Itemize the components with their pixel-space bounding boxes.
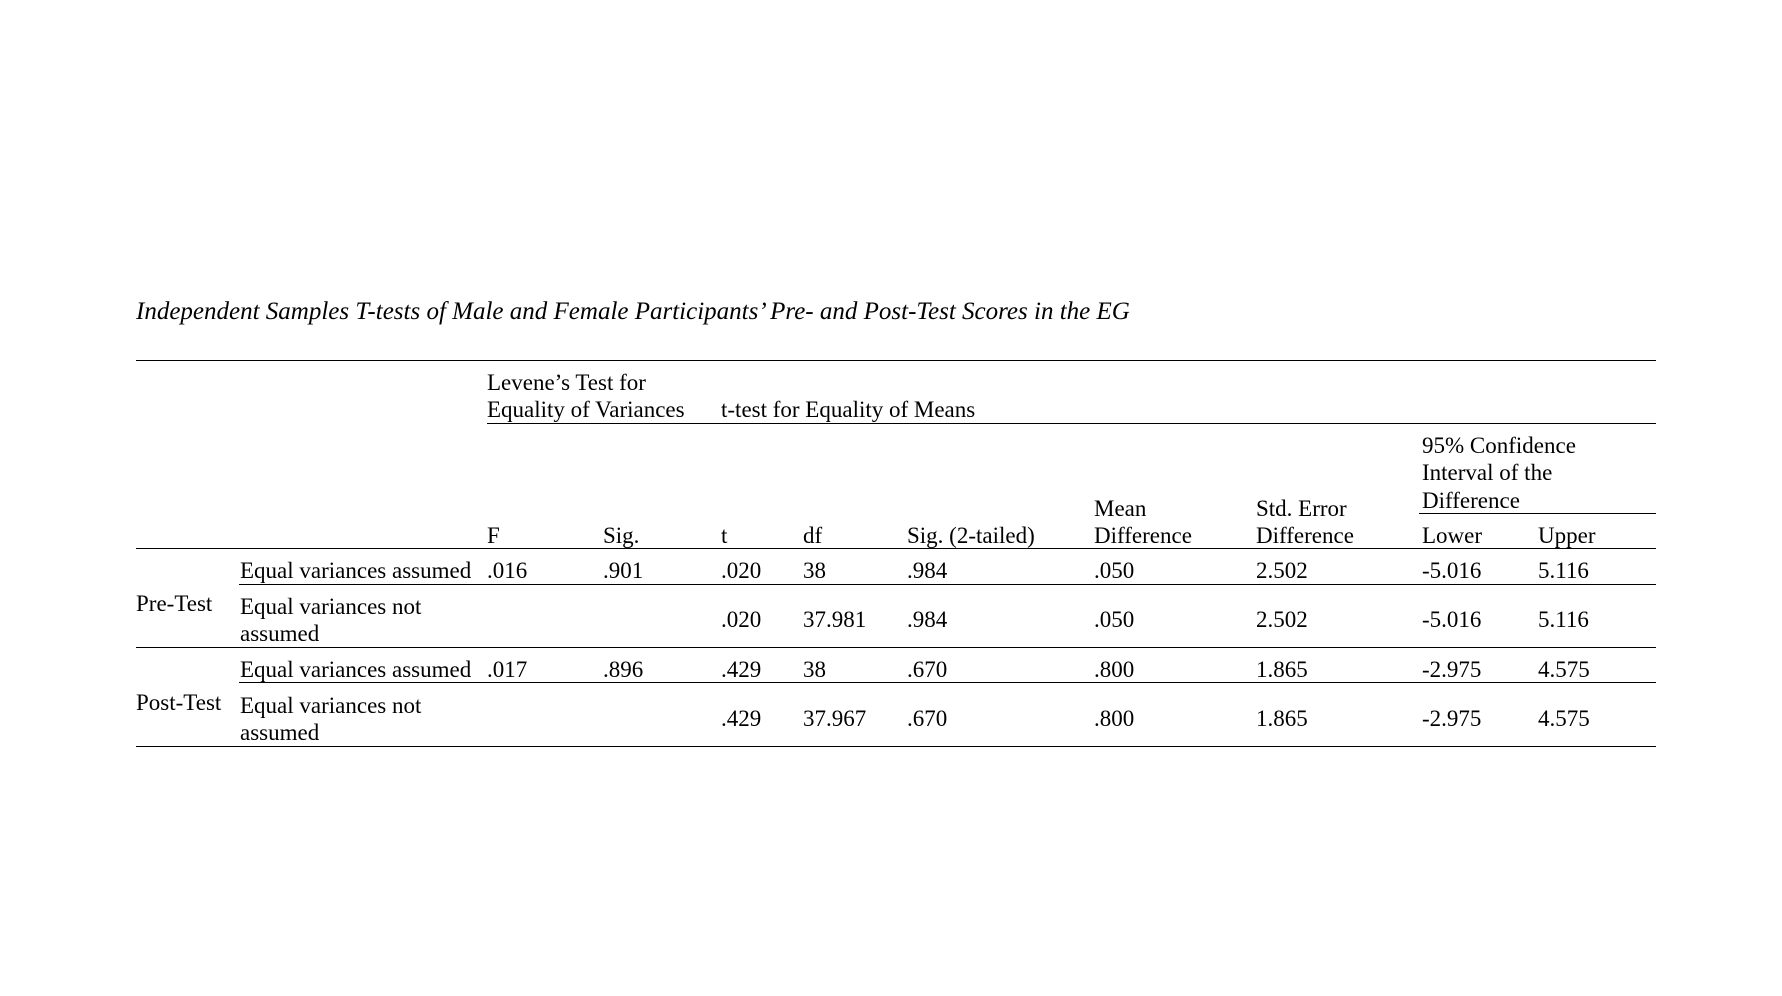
column-header: df bbox=[803, 523, 823, 548]
table-cell: 37.967 bbox=[803, 706, 867, 731]
table-cell: .800 bbox=[1094, 706, 1135, 731]
row-label: Equal variances assumed bbox=[240, 657, 472, 682]
table-cell: 5.116 bbox=[1538, 558, 1589, 583]
table-cell: .020 bbox=[721, 607, 762, 632]
table-cell: .670 bbox=[907, 657, 948, 682]
std-error-header: Std. Error bbox=[1256, 496, 1347, 521]
ttest-header: t-test for Equality of Means bbox=[721, 397, 976, 422]
mean-diff-header: Mean bbox=[1094, 496, 1147, 521]
table-cell: .670 bbox=[907, 706, 948, 731]
table-cell: .984 bbox=[907, 558, 948, 583]
group-rule bbox=[136, 647, 1656, 648]
table-cell: .050 bbox=[1094, 558, 1135, 583]
column-header: Upper bbox=[1538, 523, 1596, 548]
table-cell: .984 bbox=[907, 607, 948, 632]
group-label: Post-Test bbox=[136, 690, 222, 715]
table-cell: .800 bbox=[1094, 657, 1135, 682]
row-label: assumed bbox=[240, 720, 320, 745]
top-rule bbox=[136, 360, 1656, 361]
table-cell: .050 bbox=[1094, 607, 1135, 632]
table-cell: 4.575 bbox=[1538, 657, 1590, 682]
levene-header: Equality of Variances bbox=[487, 397, 685, 422]
std-error-header: Difference bbox=[1256, 523, 1354, 548]
mean-diff-header: Difference bbox=[1094, 523, 1192, 548]
ci-header: 95% Confidence bbox=[1422, 433, 1576, 458]
group-label: Pre-Test bbox=[136, 591, 213, 616]
table-cell: .429 bbox=[721, 657, 762, 682]
column-header: Sig. bbox=[603, 523, 640, 548]
ci-header: Interval of the bbox=[1422, 460, 1553, 485]
table-cell: 2.502 bbox=[1256, 558, 1308, 583]
table-cell: 1.865 bbox=[1256, 657, 1308, 682]
table-cell: 2.502 bbox=[1256, 607, 1308, 632]
table-cell: 37.981 bbox=[803, 607, 867, 632]
table-cell: -2.975 bbox=[1422, 706, 1482, 731]
column-header: Sig. (2-tailed) bbox=[907, 523, 1035, 548]
table-caption: Independent Samples T-tests of Male and Female Participants’ Pre- and Post-Test Scores in the EG bbox=[136, 298, 1130, 325]
table-cell: .429 bbox=[721, 706, 762, 731]
column-header: F bbox=[487, 523, 500, 548]
table-cell: -5.016 bbox=[1422, 607, 1482, 632]
table-cell: 38 bbox=[803, 558, 826, 583]
levene-header: Levene’s Test for bbox=[487, 370, 646, 395]
bottom-rule bbox=[136, 746, 1656, 747]
table-cell: .016 bbox=[487, 558, 528, 583]
table-cell: .896 bbox=[603, 657, 644, 682]
table-cell: .901 bbox=[603, 558, 644, 583]
table-cell: -5.016 bbox=[1422, 558, 1482, 583]
row-label: Equal variances not bbox=[240, 693, 422, 718]
column-header: t bbox=[721, 523, 728, 548]
row-label: Equal variances not bbox=[240, 594, 422, 619]
table-cell: .017 bbox=[487, 657, 528, 682]
table-cell: .020 bbox=[721, 558, 762, 583]
table-cell: 1.865 bbox=[1256, 706, 1308, 731]
ci-header: Difference bbox=[1422, 488, 1520, 513]
table-cell: 38 bbox=[803, 657, 826, 682]
table-cell: -2.975 bbox=[1422, 657, 1482, 682]
row-label: assumed bbox=[240, 621, 320, 646]
row-label: Equal variances assumed bbox=[240, 558, 472, 583]
column-header: Lower bbox=[1422, 523, 1483, 548]
table-cell: 4.575 bbox=[1538, 706, 1590, 731]
table-cell: 5.116 bbox=[1538, 607, 1589, 632]
